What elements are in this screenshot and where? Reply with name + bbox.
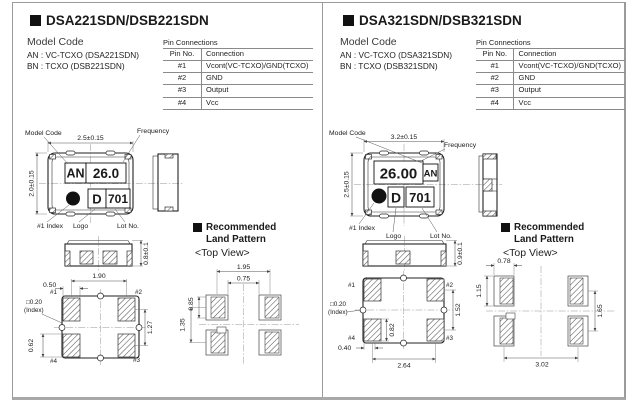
pin-connection: GND [202,73,313,85]
land-pattern-title-2: Land Pattern [514,233,574,245]
face-model-code: AN [423,168,438,180]
label-lot-no: Lot No. [430,233,452,240]
dim-height: 2.5±0.15 [343,171,351,198]
face-logo: D [92,191,102,207]
table-header-row [163,49,313,61]
model-code-block [27,36,139,71]
label-logo: Logo [73,223,89,230]
pin-connection: Vcont(VC-TCXO)/GND(TCXO) [202,61,313,73]
model-code-line: BN : TCXO (DSB221SDN) [27,60,125,71]
pad-label-4: #4 [348,335,356,342]
index-dot [66,192,80,206]
callout-model-code: Model Code [25,130,62,137]
callout-model-code: Model Code [329,130,366,137]
pin-no: #4 [476,97,514,109]
face-logo: D [390,189,402,206]
dim-thickness: 0.9±0.1 [457,242,464,265]
dim-pitch-x: 2.64 [397,362,411,370]
section-title: DSA321SDN/DSB321SDN [359,13,522,28]
package-drawing-321 [326,116,626,404]
dim-width: 3.2±0.15 [390,134,418,141]
package-top-view [354,144,502,226]
pin-connection: Output [514,85,625,97]
section-title: DSA221SDN/DSB221SDN [46,13,209,28]
pin-no: #3 [476,85,514,97]
land-dim-pitch-y: 1.35 [179,318,187,332]
label-lot-no: Lot No. [117,223,139,230]
table-row [476,97,625,109]
col-header-pin-no: Pin No. [163,49,202,61]
face-frequency: 26.00 [379,165,418,183]
table-row [476,73,625,85]
pad-label-2: #2 [135,289,143,296]
section-bullet-icon [343,15,354,26]
face-model-code: AN [66,166,85,181]
col-header-connection: Connection [514,49,625,61]
model-code-block [340,36,452,71]
pad-label-3: #3 [446,335,454,342]
pin-connections-title: Pin Connections [476,38,531,47]
land-pattern-bullet-icon [501,223,510,232]
section-heading [343,13,522,28]
model-code-line: BN : TCXO (DSB321SDN) [340,60,438,71]
pad-label-1: #1 [50,289,58,296]
dim-height: 2.0±0.15 [28,170,36,197]
pin-connection: Vcc [514,97,625,109]
pin-connection: Vcont(VC-TCXO)/GND(TCXO) [514,61,625,73]
land-pattern-header [193,222,276,259]
land-index-mark [506,313,515,319]
index-mark-size: □0.20 [330,301,347,308]
land-dim-pad-h: 1.15 [476,284,483,298]
dim-width: 2.5±0.15 [77,135,104,142]
col-header-connection: Connection [202,49,313,61]
land-dim-pad-w: 0.78 [497,258,511,265]
land-pattern-title-1: Recommended [514,222,585,233]
pad-label-3: #3 [133,357,141,364]
dim-thickness: 0.8±0.1 [143,242,150,265]
pin-no: #1 [476,61,514,73]
callout-frequency: Frequency [137,128,170,135]
land-dim-pitch-x: 1.95 [236,264,251,271]
pin-connections-title: Pin Connections [163,38,218,47]
label-logo: Logo [386,233,402,240]
pin-no: #1 [163,61,202,73]
index-mark-size: □0.20 [26,299,43,306]
model-code-title: Model Code [27,36,84,48]
land-pattern-title-2: Land Pattern [206,233,266,245]
dim-pad-height: 0.82 [389,323,396,337]
table-row [163,73,313,85]
pin-no: #2 [163,73,202,85]
table-row [163,97,313,109]
dim-pitch-y: 1.27 [147,320,154,335]
table-header-row [476,49,625,61]
section-bullet-icon [30,15,41,26]
dim-pad-width: 0.40 [338,345,352,352]
land-index-mark [217,327,226,333]
pad-label-4: #4 [50,358,58,365]
package-drawing-221 [13,116,309,404]
package-side-view [479,154,497,216]
package-side-view [153,154,178,211]
dim-pad-width: 0.50 [43,282,57,289]
section-heading [30,13,209,28]
callout-frequency: Frequency [444,142,477,149]
dim-pitch-x: 1.90 [92,273,106,280]
pad-label-1: #1 [348,282,356,289]
dim-pad-height: 0.62 [28,338,35,353]
package-front-view [65,236,150,271]
pin-no: #3 [163,85,202,97]
table-row [163,85,313,97]
label-index: #1 Index [37,223,64,230]
panel-dsa321sdn [322,3,625,397]
pin-connections [476,38,625,110]
pin-no: #4 [163,97,202,109]
pad-label-2: #2 [446,282,454,289]
package-front-view [363,236,464,271]
index-mark-label: (Index) [24,307,44,314]
land-dim-inner: 0.75 [236,275,251,283]
model-code-line: AN : VC-TCXO (DSA221SDN) [27,50,140,60]
pin-connection: Vcc [202,97,313,109]
top-view-callouts [329,130,477,240]
package-bottom-view [328,271,462,370]
face-lot-no: 701 [409,190,431,205]
col-header-pin-no: Pin No. [476,49,514,61]
face-frequency: 26.0 [92,166,120,181]
table-row [476,85,625,97]
pin-connection: GND [514,73,625,85]
land-dim-pitch-y: 1.65 [597,304,604,318]
face-lot-no: 701 [107,192,129,206]
land-pattern-title-1: Recommended [206,222,277,233]
land-pattern-drawing [180,264,300,364]
model-code-title: Model Code [340,36,397,48]
index-dot [372,189,387,204]
land-pattern-bullet-icon [193,223,202,232]
pin-connections-table [476,48,625,110]
pin-no: #2 [476,73,514,85]
package-bottom-view [24,273,154,365]
land-dim-pad-h: 0.85 [188,297,195,311]
index-mark-label: (Index) [328,309,348,316]
pin-connections [163,38,313,110]
land-pattern-subtitle: <Top View> [503,247,558,259]
pin-connections-table [163,48,313,110]
page-frame [12,2,626,400]
pin-connection: Output [202,85,313,97]
label-index: #1 Index [349,225,376,232]
land-pattern-header [501,222,584,259]
land-dim-pitch-x: 3.02 [535,361,549,369]
table-row [476,61,625,73]
land-pattern-subtitle: <Top View> [195,247,250,259]
panel-dsa221sdn [13,3,322,397]
dim-pitch-y: 1.52 [455,303,462,317]
land-pattern-drawing [476,258,616,369]
table-row [163,61,313,73]
model-code-line: AN : VC-TCXO (DSA321SDN) [340,50,453,60]
